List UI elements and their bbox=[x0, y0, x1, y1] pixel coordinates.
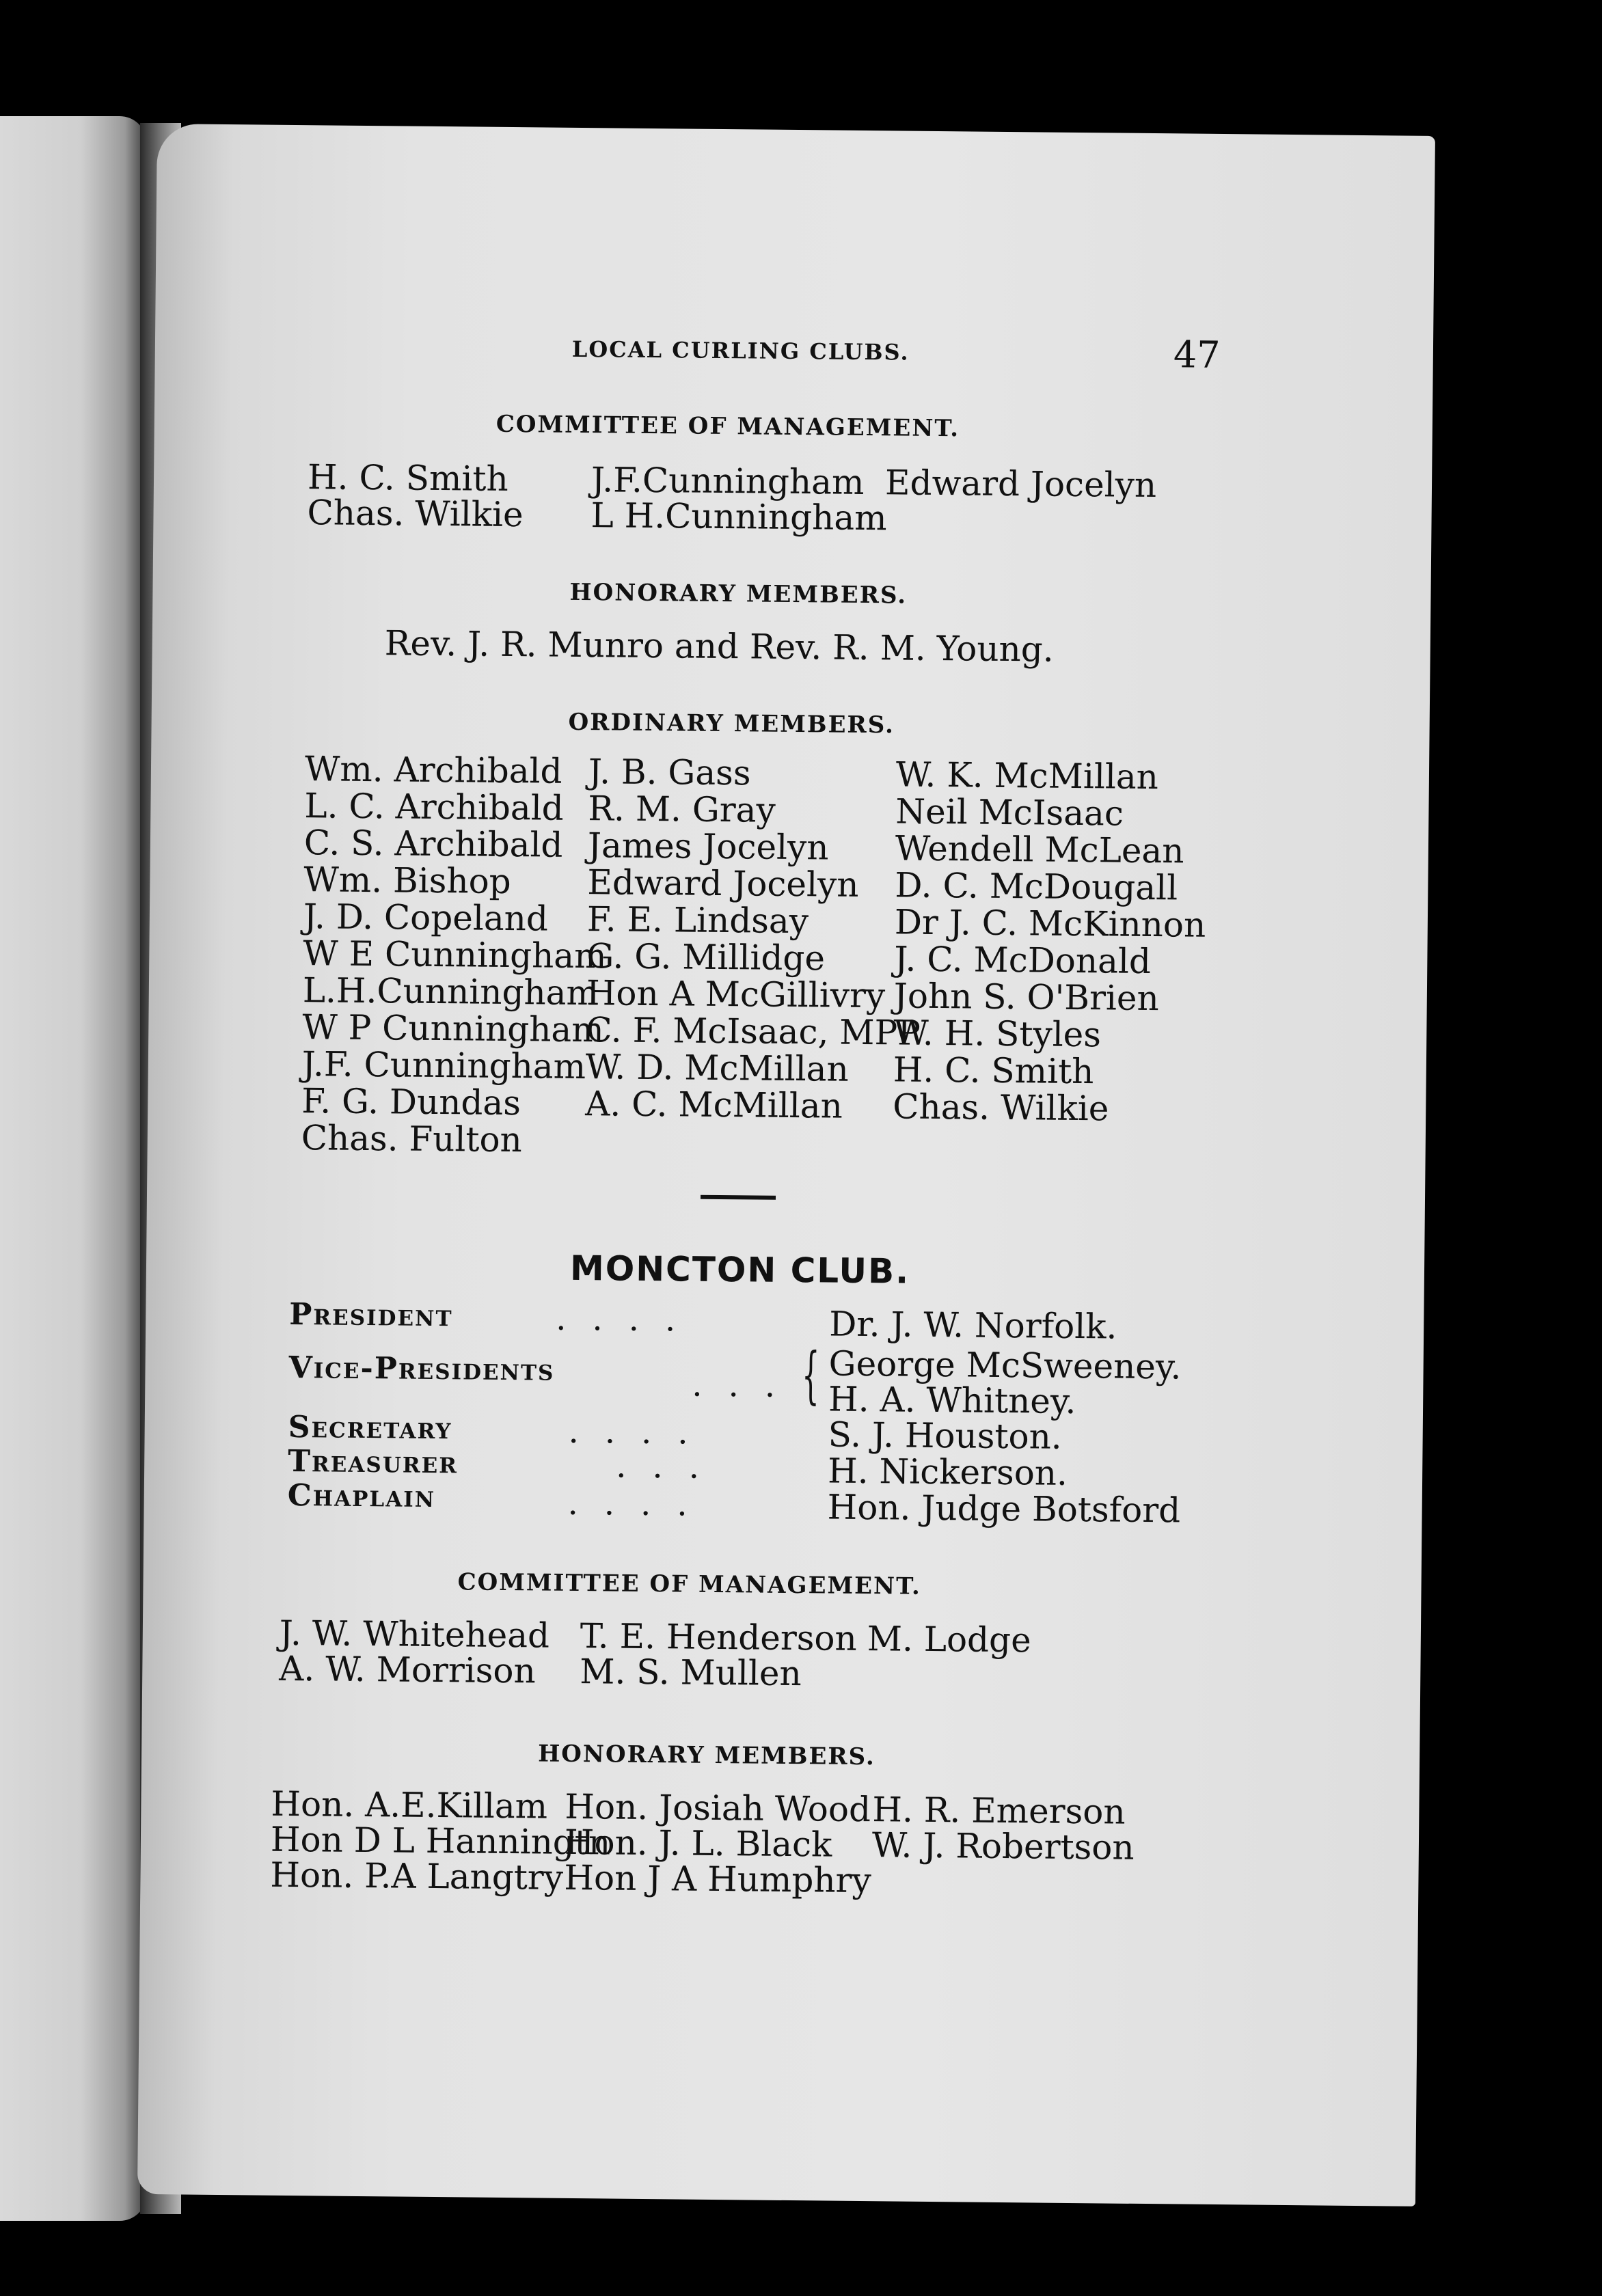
facing-page-edge bbox=[0, 116, 147, 2221]
member: G. G. Millidge bbox=[586, 936, 826, 979]
leader-dots: ... bbox=[615, 1447, 726, 1487]
officer-name: George McSweeney. bbox=[828, 1343, 1182, 1387]
member: C. F. McIsaac, MPP bbox=[586, 1010, 921, 1053]
honorary-member: H. R. Emerson bbox=[872, 1790, 1126, 1832]
member: W P Cunningham bbox=[302, 1007, 604, 1050]
page-number: 47 bbox=[1173, 333, 1221, 377]
honorary-heading: HONORARY MEMBERS. bbox=[569, 578, 908, 610]
member: Edward Jocelyn bbox=[587, 862, 859, 905]
member: D. C. McDougall bbox=[895, 865, 1178, 908]
honorary-heading: HONORARY MEMBERS. bbox=[537, 1740, 876, 1771]
book-page bbox=[137, 124, 1435, 2206]
committee-member: L H.Cunningham bbox=[590, 495, 887, 538]
member: L.H.Cunningham bbox=[302, 970, 599, 1013]
officer-name: Hon. Judge Botsford bbox=[827, 1487, 1181, 1531]
honorary-member: Hon. P.A Langtry bbox=[270, 1855, 564, 1898]
officer-name: H. Nickerson. bbox=[827, 1451, 1068, 1493]
member: Wm. Bishop bbox=[303, 860, 511, 902]
member: C. S. Archibald bbox=[303, 823, 563, 865]
committee-member: A. W. Morrison bbox=[279, 1648, 537, 1691]
honorary-member: Hon J A Humphry bbox=[564, 1857, 872, 1901]
club-title: MONCTON CLUB. bbox=[569, 1248, 910, 1292]
member: A. C. McMillan bbox=[585, 1084, 843, 1126]
ordinary-heading: ORDINARY MEMBERS. bbox=[568, 708, 895, 739]
member: W. K. McMillan bbox=[895, 754, 1159, 797]
member: W E Cunningham bbox=[303, 933, 607, 976]
member: W. D. McMillan bbox=[585, 1047, 850, 1089]
member: Dr J. C. McKinnon bbox=[894, 902, 1206, 945]
leader-dots: .... bbox=[568, 1412, 714, 1452]
member: Wendell McLean bbox=[895, 828, 1184, 871]
honorary-member: Hon. J. L. Black bbox=[564, 1822, 832, 1865]
member: Chas. Wilkie bbox=[893, 1086, 1109, 1129]
member: J. C. McDonald bbox=[894, 939, 1152, 982]
member: W. H. Styles bbox=[893, 1013, 1102, 1055]
office-treasurer: Treasurer bbox=[288, 1443, 459, 1481]
committee-member: M. Lodge bbox=[867, 1619, 1031, 1660]
office-vice-presidents: Vice-Presidents bbox=[288, 1350, 555, 1388]
officer-name: Dr. J. W. Norfolk. bbox=[828, 1304, 1117, 1347]
member: Chas. Fulton bbox=[301, 1118, 523, 1160]
member: Hon A McGillivry bbox=[586, 973, 886, 1016]
committee-member: Edward Jocelyn bbox=[884, 463, 1157, 506]
member: James Jocelyn bbox=[587, 825, 829, 868]
officer-name: S. J. Houston. bbox=[828, 1414, 1063, 1457]
honorary-member: Hon D L Hanningtn bbox=[270, 1819, 611, 1863]
committee-member: M. S. Mullen bbox=[580, 1652, 802, 1694]
honorary-member: Hon. Josiah Wood bbox=[565, 1786, 871, 1830]
office-president: President bbox=[289, 1296, 453, 1334]
committee-member: H. C. Smith bbox=[307, 457, 508, 499]
ordinary-column-2 bbox=[585, 753, 923, 1125]
member: J. B. Gass bbox=[588, 752, 751, 793]
member: Wm. Archibald bbox=[304, 749, 562, 791]
ordinary-column-1 bbox=[301, 750, 609, 1159]
member: J. D. Copeland bbox=[303, 897, 549, 939]
committee-member: J.F.Cunningham bbox=[590, 460, 865, 502]
member: F. E. Lindsay bbox=[586, 899, 809, 942]
member: F. G. Dundas bbox=[301, 1081, 521, 1123]
honorary-member: W. J. Robertson bbox=[871, 1825, 1135, 1868]
section-rule bbox=[701, 1195, 776, 1200]
member: J.F. Cunningham bbox=[301, 1044, 586, 1087]
honorary-members-text: Rev. J. R. Munro and Rev. R. M. Young. bbox=[384, 623, 1054, 670]
office-secretary: Secretary bbox=[288, 1409, 452, 1447]
leader-dots: .... bbox=[556, 1299, 702, 1339]
leader-dots: .... bbox=[567, 1484, 714, 1524]
member: John S. O'Brien bbox=[893, 976, 1159, 1019]
member: R. M. Gray bbox=[588, 789, 776, 830]
committee-heading: COMMITTEE OF MANAGEMENT. bbox=[495, 410, 960, 443]
leader-dots: ... bbox=[692, 1365, 802, 1406]
committee-heading: COMMITTEE OF MANAGEMENT. bbox=[457, 1568, 922, 1600]
honorary-member: Hon. A.E.Killam bbox=[271, 1784, 548, 1827]
member: H. C. Smith bbox=[893, 1050, 1094, 1092]
officer-name: H. A. Whitney. bbox=[828, 1379, 1076, 1422]
member: Neil McIsaac bbox=[895, 791, 1124, 834]
running-title: LOCAL CURLING CLUBS. bbox=[571, 336, 910, 366]
brace: { bbox=[801, 1339, 820, 1412]
ordinary-column-3 bbox=[893, 756, 1208, 1128]
committee-member: T. E. Henderson bbox=[580, 1616, 858, 1658]
committee-member: Chas. Wilkie bbox=[307, 493, 524, 535]
committee-member: J. W. Whitehead bbox=[279, 1613, 550, 1656]
office-chaplain: Chaplain bbox=[287, 1477, 436, 1515]
member: L. C. Archibald bbox=[304, 786, 565, 828]
